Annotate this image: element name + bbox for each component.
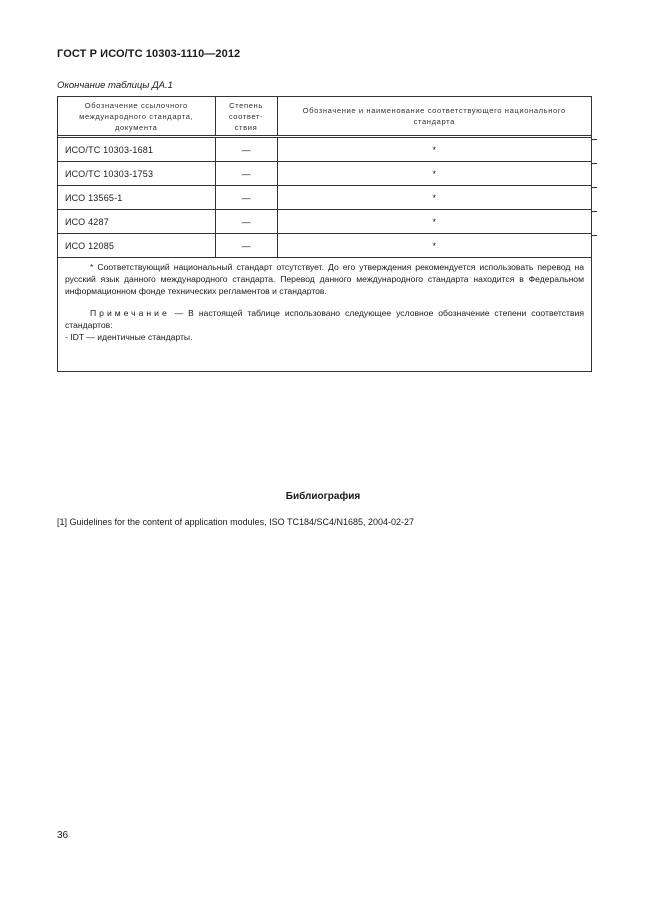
- table-row: [58, 137, 591, 162]
- table-grid: [58, 97, 591, 258]
- cell-reference: ИСО 12085: [58, 234, 215, 258]
- row-tick: [592, 211, 597, 212]
- column-header-degree: Степень соответ-ствия: [215, 97, 277, 137]
- row-tick: [592, 187, 597, 188]
- cell-reference: ИСО/ТС 10303-1681: [58, 137, 215, 162]
- cell-national: *: [277, 162, 591, 186]
- row-tick: [592, 139, 597, 140]
- cell-reference: ИСО 13565-1: [58, 186, 215, 210]
- table-note: [65, 307, 584, 331]
- cell-degree: —: [215, 210, 277, 234]
- table-caption: Окончание таблицы ДА.1: [57, 80, 173, 91]
- correspondence-table: [57, 96, 592, 372]
- cell-degree: —: [215, 137, 277, 162]
- table-row: [58, 186, 591, 210]
- cell-degree: —: [215, 234, 277, 258]
- cell-national: *: [277, 210, 591, 234]
- column-header-national: Обозначение и наименование соответствующего национального стандарта: [277, 97, 591, 137]
- cell-national: *: [277, 186, 591, 210]
- cell-national: *: [277, 137, 591, 162]
- cell-reference: ИСО/ТС 10303-1753: [58, 162, 215, 186]
- table-notes: [58, 261, 591, 343]
- note-item: - IDT — идентичные стандарты.: [65, 332, 193, 342]
- page-number: 36: [57, 830, 69, 841]
- row-tick: [592, 235, 597, 236]
- row-tick: [592, 163, 597, 164]
- bibliography-item: [1] Guidelines for the content of application modules, ISO TC184/SC4/N1685, 2004-02-27: [57, 517, 415, 527]
- table-row: [58, 162, 591, 186]
- table-footnote: * Соответствующий национальный стандарт отсутствует. До его утверждения рекомендуется использовать перевод на русский язык данного международного стандарта. Перевод данного международного стандарта находится в Федеральном информационном фонде технических регламентов и стандартов.: [65, 262, 584, 296]
- table-header-row: [58, 97, 591, 137]
- cell-national: *: [277, 234, 591, 258]
- table-row: [58, 234, 591, 258]
- column-header-reference: Обозначение ссылочного международного стандарта, документа: [58, 97, 215, 137]
- note-label: Примечание: [90, 308, 170, 318]
- note-text: — В настоящей таблице использовано следующее условное обозначение степени соответствия стандартов:: [65, 308, 584, 330]
- bibliography-title: Библиография: [285, 491, 361, 502]
- cell-degree: —: [215, 162, 277, 186]
- cell-reference: ИСО 4287: [58, 210, 215, 234]
- cell-degree: —: [215, 186, 277, 210]
- table-row: [58, 210, 591, 234]
- document-code: ГОСТ Р ИСО/ТС 10303-1110—2012: [57, 48, 241, 60]
